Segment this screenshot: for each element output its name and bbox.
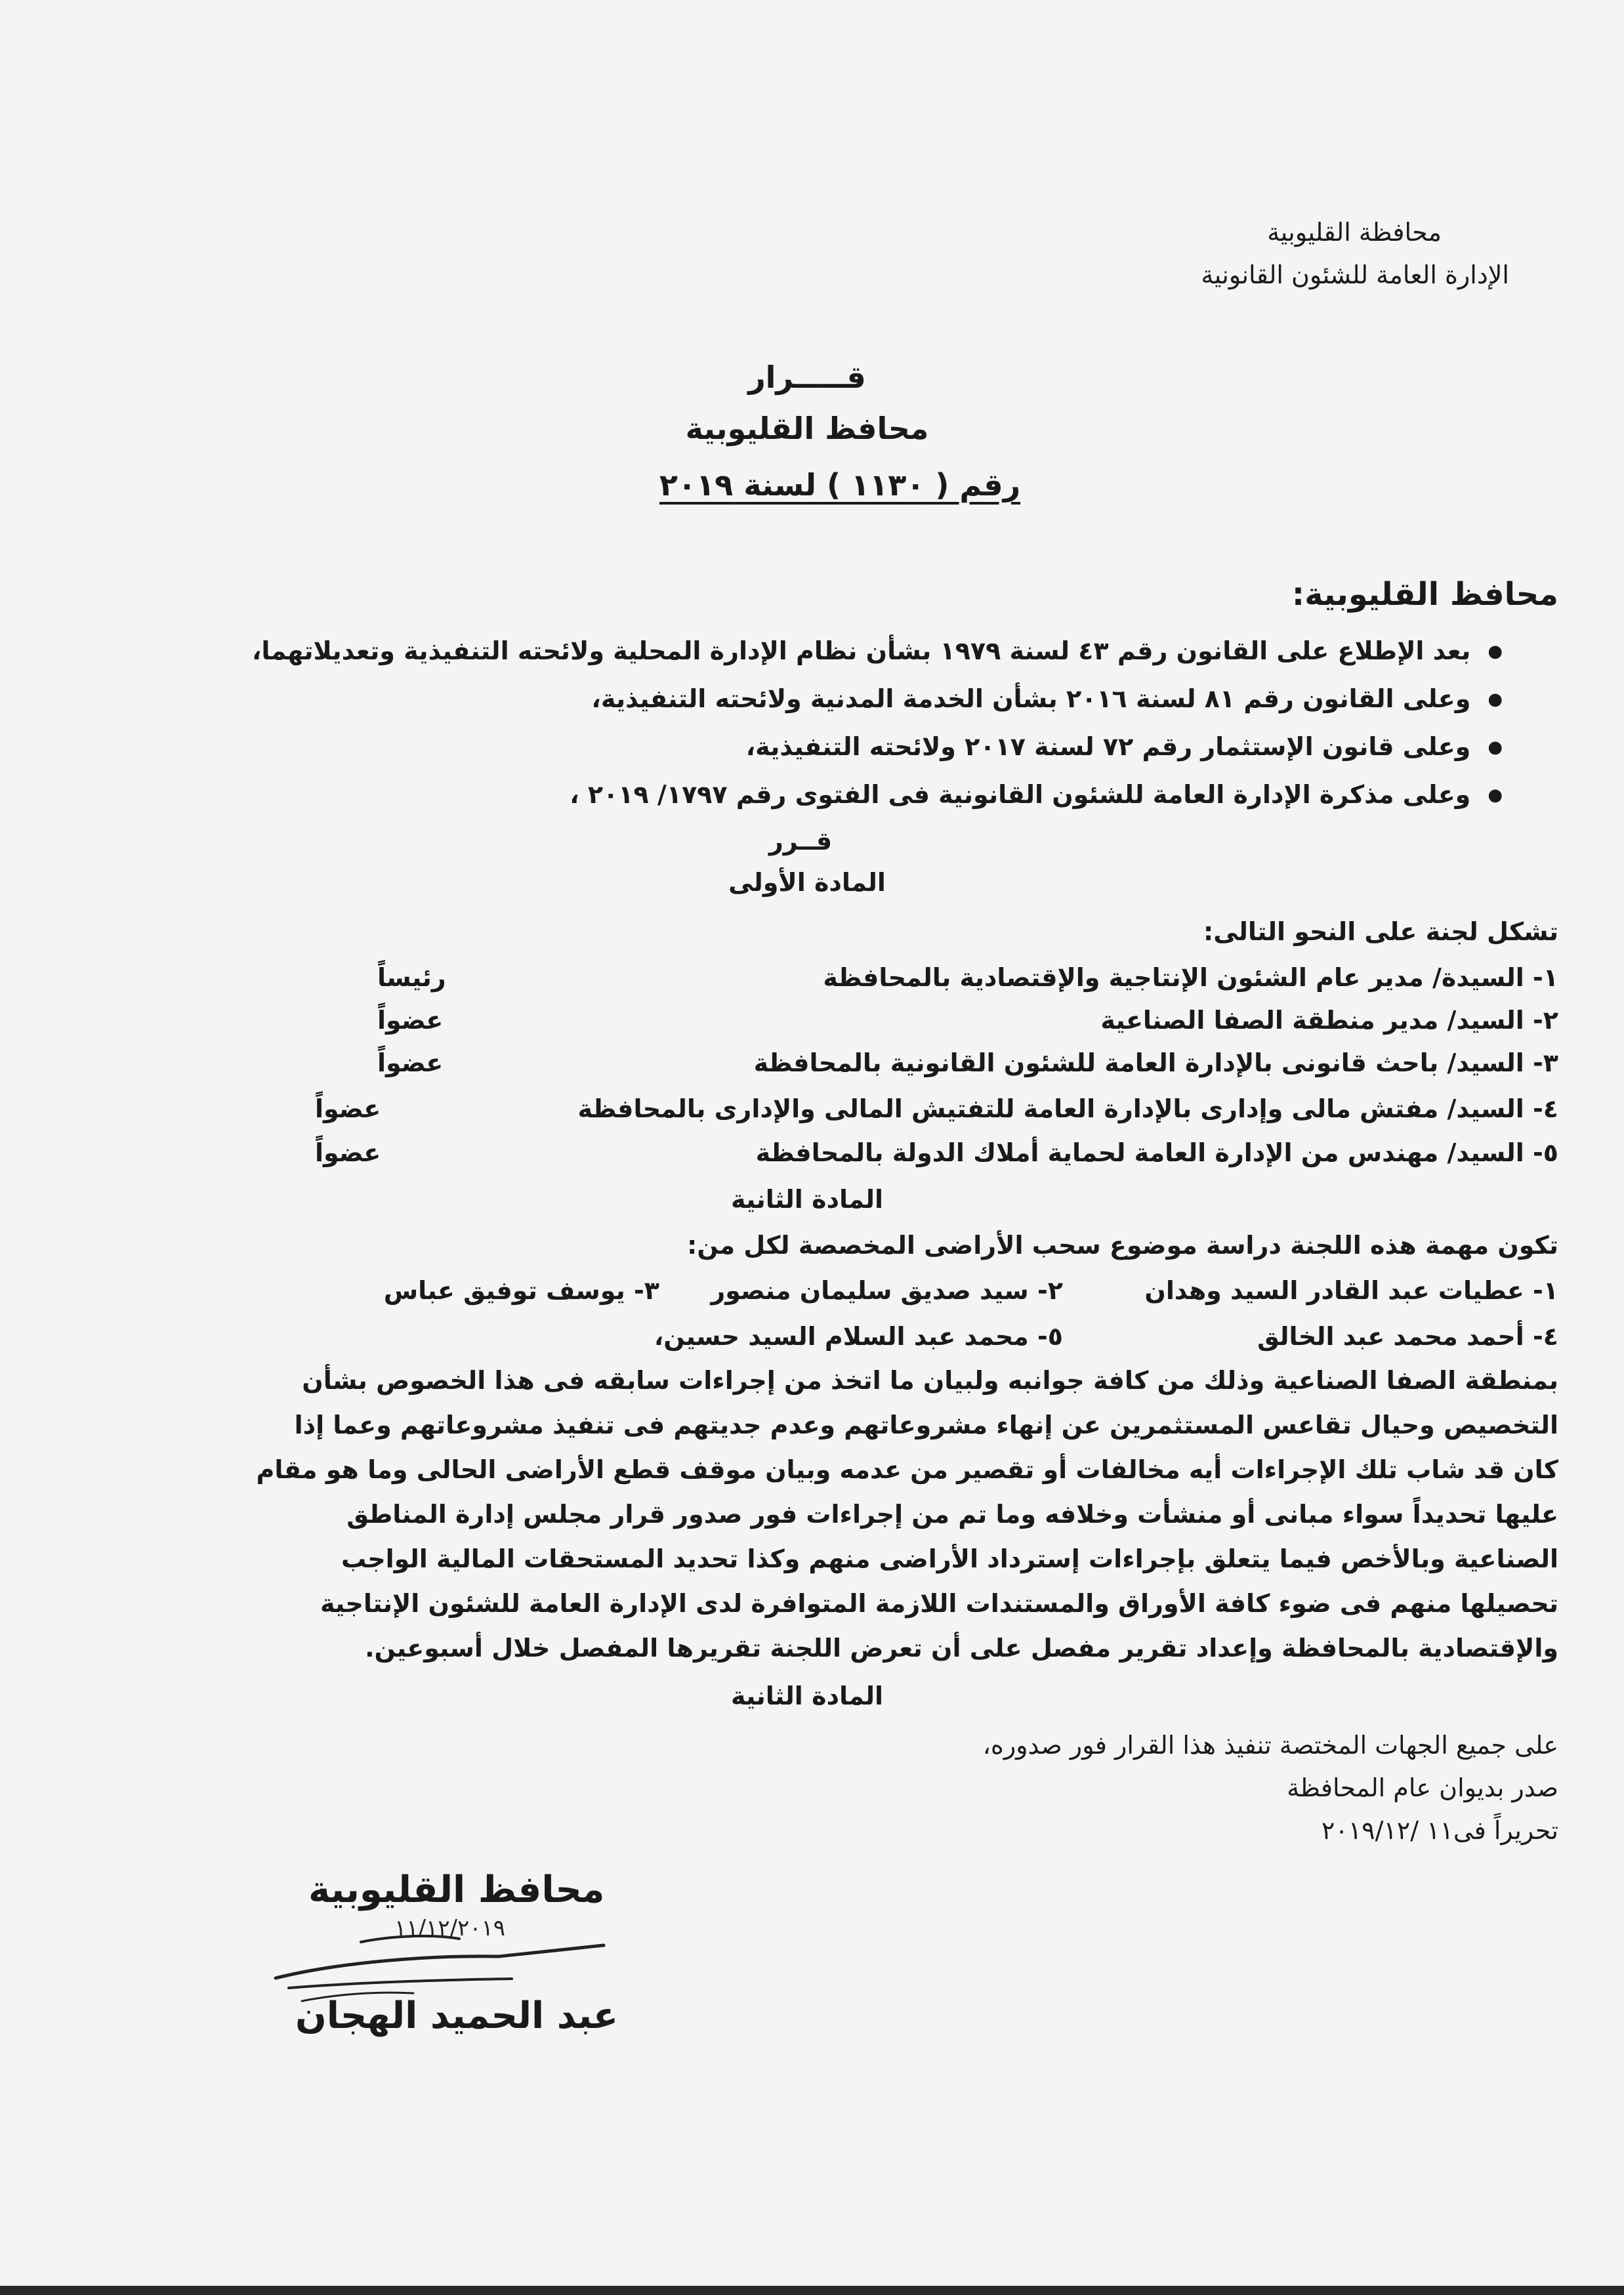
article2-intro: تكون مهمة هذه اللجنة دراسة موضوع سحب الأراضى المخصصة لكل من: (687, 1231, 1558, 1260)
preamble-item: ● بعد الإطلاع على القانون رقم ٤٣ لسنة ١٩٧٩ بشأن نظام الإدارة المحلية ولائحته التنفيذية وتعديلاتهما، (92, 627, 1503, 675)
paragraph-line: التخصيص وحيال تقاعس المستثمرين عن إنهاء مشروعاتهم وعدم جديتهم فى تنفيذ مشروعاتهم وعما إذا (294, 1411, 1558, 1439)
signatory-name: عبد الحميد الهجان (295, 1995, 619, 2037)
preamble-item: ● وعلى قانون الإستثمار رقم ٧٢ لسنة ٢٠١٧ ولائحته التنفيذية، (92, 723, 1503, 771)
member-role: عضواً (315, 1138, 381, 1167)
lead-issuer: محافظ القليوبية: (1291, 576, 1558, 613)
assignee-name: ٣- يوسف توفيق عباس (383, 1276, 659, 1305)
committee-member (69, 1130, 1558, 1176)
title-decree-number: رقم ( ١١٣٠ ) لسنة ٢٠١٩ (659, 467, 1021, 503)
title-issuer: محافظ القليوبية (685, 411, 929, 446)
member-role: عضواً (315, 1094, 381, 1123)
paragraph-line: تحصيلها منهم فى ضوء كافة الأوراق والمستندات اللازمة المتوافرة لدى الإدارة العامة للشئون الإنتاجية (320, 1589, 1558, 1618)
member-role: عضواً (377, 1048, 444, 1077)
member-title: ٤- السيد/ مفتش مالى وإدارى بالإدارة العامة للتفتيش المالى والإدارى بالمحافظة (577, 1094, 1558, 1123)
preamble-item: ● وعلى القانون رقم ٨١ لسنة ٢٠١٦ بشأن الخدمة المدنية ولائحته التنفيذية، (92, 675, 1503, 723)
paragraph-line: كان قد شاب تلك الإجراءات أيه مخالفات أو تقصير من عدمه وبيان موقف قطع الأراضى الحالى وما هو مقام (256, 1455, 1558, 1484)
member-title: ١- السيدة/ مدير عام الشئون الإنتاجية والإقتصادية بالمحافظة (823, 963, 1558, 992)
member-title: ٥- السيد/ مهندس من الإدارة العامة لحماية أملاك الدولة بالمحافظة (755, 1138, 1558, 1167)
paragraph-line: والإقتصادية بالمحافظة وإعداد تقرير مفصل على أن تعرض اللجنة تقريرها المفصل خلال أسبوعين. (365, 1634, 1558, 1663)
committee-member (69, 1040, 1558, 1086)
scan-border (0, 2286, 1624, 2295)
signature-title: محافظ القليوبية (308, 1869, 605, 1911)
committee-member (69, 997, 1558, 1043)
signature-handwritten-date: ١١/١٢/٢٠١٩ (394, 1916, 505, 1941)
member-role: عضواً (377, 1006, 444, 1035)
member-role: رئيساً (377, 963, 446, 992)
member-title: ٣- السيد/ باحث قانونى بالإدارة العامة للشئون القانونية بالمحافظة (753, 1048, 1558, 1077)
paragraph-line: بمنطقة الصفا الصناعية وذلك من كافة جوانبه ولبيان ما اتخذ من إجراءات سابقه فى هذا الخصوص بشأن (302, 1366, 1558, 1395)
assignee-name: ٢- سيد صديق سليمان منصور (711, 1276, 1063, 1305)
header-governorate: محافظة القليوبية (1267, 218, 1442, 247)
article1-heading: المادة الأولى (728, 868, 886, 897)
paragraph-line: الصناعية وبالأخص فيما يتعلق بإجراءات إسترداد الأراضى منهم وكذا تحديد المستحقات المالية الواجب (341, 1544, 1558, 1573)
committee-member (69, 1086, 1558, 1132)
committee-member (69, 955, 1558, 1001)
article1-intro: تشكل لجنة على النحو التالى: (1203, 917, 1558, 946)
article2-heading: المادة الثانية (730, 1185, 884, 1214)
paragraph-line: عليها تحديداً سواء مبانى أو منشأت وخلافه وما تم من إجراءات فور صدور قرار مجلس إدارة المناطق (346, 1500, 1558, 1529)
issued-at: صدر بديوان عام المحافظة (1287, 1773, 1558, 1802)
article2-paragraph (69, 1358, 1558, 1670)
assignee-name: ١- عطيات عبد القادر السيد وهدان (1144, 1276, 1558, 1305)
article3-heading: المادة الثانية (730, 1682, 884, 1710)
assignee-name: ٤- أحمد محمد عبد الخالق (1257, 1322, 1558, 1351)
issued-date: تحريراً فى١١ /٢٠١٩/١٢ (1321, 1816, 1558, 1845)
preamble-list (92, 627, 1503, 819)
title-decision: قـــــرار (748, 360, 866, 395)
preamble-item: ● وعلى مذكرة الإدارة العامة للشئون القانونية فى الفتوى رقم ١٧٩٧/ ٢٠١٩ ، (92, 771, 1503, 819)
assignee-name: ٥- محمد عبد السلام السيد حسين، (654, 1322, 1063, 1351)
header-department: الإدارة العامة للشئون القانونية (1201, 260, 1509, 289)
decision-word: قــرر (768, 827, 833, 856)
member-title: ٢- السيد/ مدير منطقة الصفا الصناعية (1100, 1006, 1558, 1035)
article3-text: على جميع الجهات المختصة تنفيذ هذا القرار فور صدوره، (982, 1731, 1558, 1760)
